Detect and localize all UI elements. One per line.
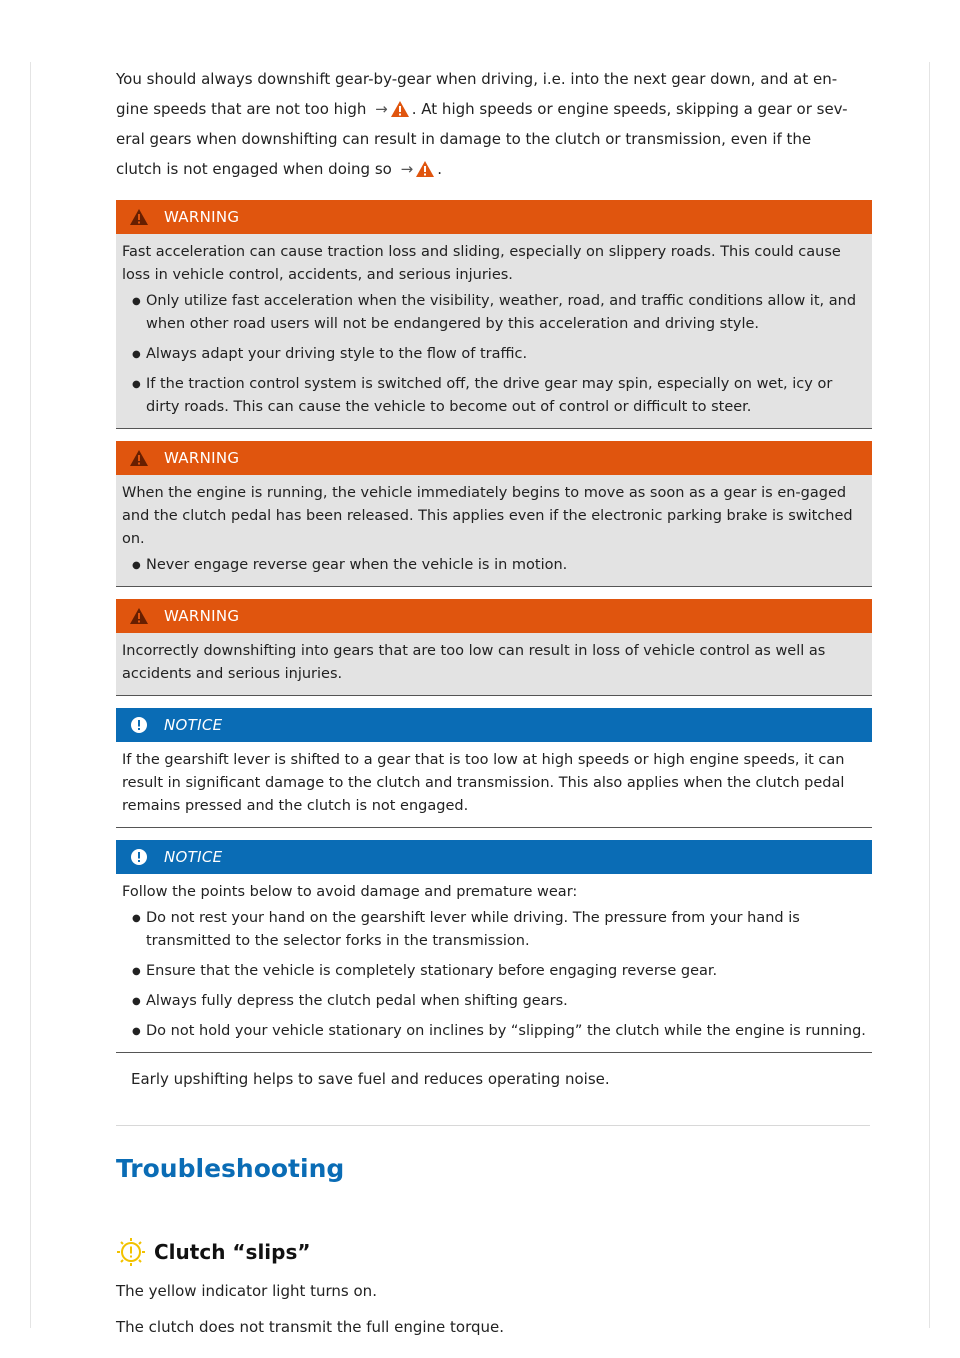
warning-label: WARNING [164,607,240,625]
list-item: ● Do not rest your hand on the gearshift lever while driving. The pressure from your hand is transmitted to the selector forks in the transmission. [122,907,866,953]
notice-header [116,840,872,874]
exclamation-circle-icon [128,715,150,735]
warning-text: Fast acceleration can cause traction loss and sliding, especially on slippery roads. This could cause loss in vehicle control, accidents, and serious injuries. [122,244,841,283]
subsection-title-text: Clutch “slips” [154,1240,311,1264]
list-item: ● Always fully depress the clutch pedal when shifting gears. [122,990,866,1013]
notice-body [116,742,872,827]
list-item: ● Do not hold your vehicle stationary on inclines by “slipping” the clutch while the engine is running. [122,1020,866,1043]
warning-header [116,200,872,234]
warning-triangle-icon [128,448,150,468]
list-item: ● Never engage reverse gear when the vehicle is in motion. [122,554,866,577]
warning-triangle-icon[interactable] [390,100,410,118]
intro-line: eral gears when downshifting can result in damage to the clutch or transmission, even if the [116,130,812,148]
warning-box [116,599,872,696]
warning-body [116,234,872,428]
notice-text: If the gearshift lever is shifted to a gear that is too low at high speeds or high engine speeds, it can result in significant damage to the clutch and transmission. This also applies when the clutch pedal remains pressed and the clutch is not engaged. [122,752,845,814]
warning-body [116,633,872,695]
warning-header [116,441,872,475]
body-paragraph: The clutch does not transmit the full engine torque. [116,1318,505,1336]
warning-triangle-icon[interactable] [415,160,435,178]
warning-triangle-icon [128,207,150,227]
tip-text: Early upshifting helps to save fuel and reduces operating noise. [131,1070,610,1088]
list-item: ● Always adapt your driving style to the flow of traffic. [122,343,866,366]
intro-paragraph [116,64,872,184]
arrow-right-icon: → [375,100,388,118]
warning-box [116,441,872,587]
warning-label: WARNING [164,449,240,467]
list-item: ● Only utilize fast acceleration when the visibility, weather, road, and traffic conditions allow it, and when other road users will not be endangered by this acceleration and driving style. [122,290,866,336]
intro-line: clutch is not engaged when doing so [116,160,392,178]
yellow-indicator-light-icon [116,1237,146,1267]
page-border-left [30,62,31,1328]
notice-box [116,708,872,828]
warning-box [116,200,872,429]
intro-line: gine speeds that are not too high [116,100,367,118]
warning-list [122,290,866,419]
notice-label: NOTICE [164,716,223,734]
warning-list [122,554,866,577]
intro-line: . [437,160,442,178]
notice-list [122,907,866,1043]
notice-box [116,840,872,1053]
subsection-title [116,1237,872,1267]
notice-text: Follow the points below to avoid damage and premature wear: [122,884,578,900]
warning-text: When the engine is running, the vehicle immediately begins to move as soon as a gear is en-gaged and the clutch pedal has been released. This applies even if the electronic parking brake is switched on. [122,485,853,547]
list-item: ● Ensure that the vehicle is completely stationary before engaging reverse gear. [122,960,866,983]
section-divider [116,1125,870,1126]
warning-body [116,475,872,586]
list-item: ● If the traction control system is switched off, the drive gear may spin, especially on wet, icy or dirty roads. This can cause the vehicle to become out of control or difficult to steer. [122,373,866,419]
warning-label: WARNING [164,208,240,226]
section-title: Troubleshooting [116,1154,345,1183]
page-content [116,64,872,1339]
warning-header [116,599,872,633]
body-paragraph: The yellow indicator light turns on. [116,1282,377,1300]
warning-triangle-icon [128,606,150,626]
intro-line: . At high speeds or engine speeds, skipping a gear or sev- [411,100,848,118]
notice-header [116,708,872,742]
intro-line: You should always downshift gear-by-gear when driving, i.e. into the next gear down, and at en- [116,70,838,88]
notice-body [116,874,872,1052]
page-border-right [929,62,930,1328]
notice-label: NOTICE [164,848,223,866]
warning-text: Incorrectly downshifting into gears that are too low can result in loss of vehicle control as well as accidents and serious injuries. [122,643,826,682]
exclamation-circle-icon [128,847,150,867]
arrow-right-icon: → [400,160,414,178]
